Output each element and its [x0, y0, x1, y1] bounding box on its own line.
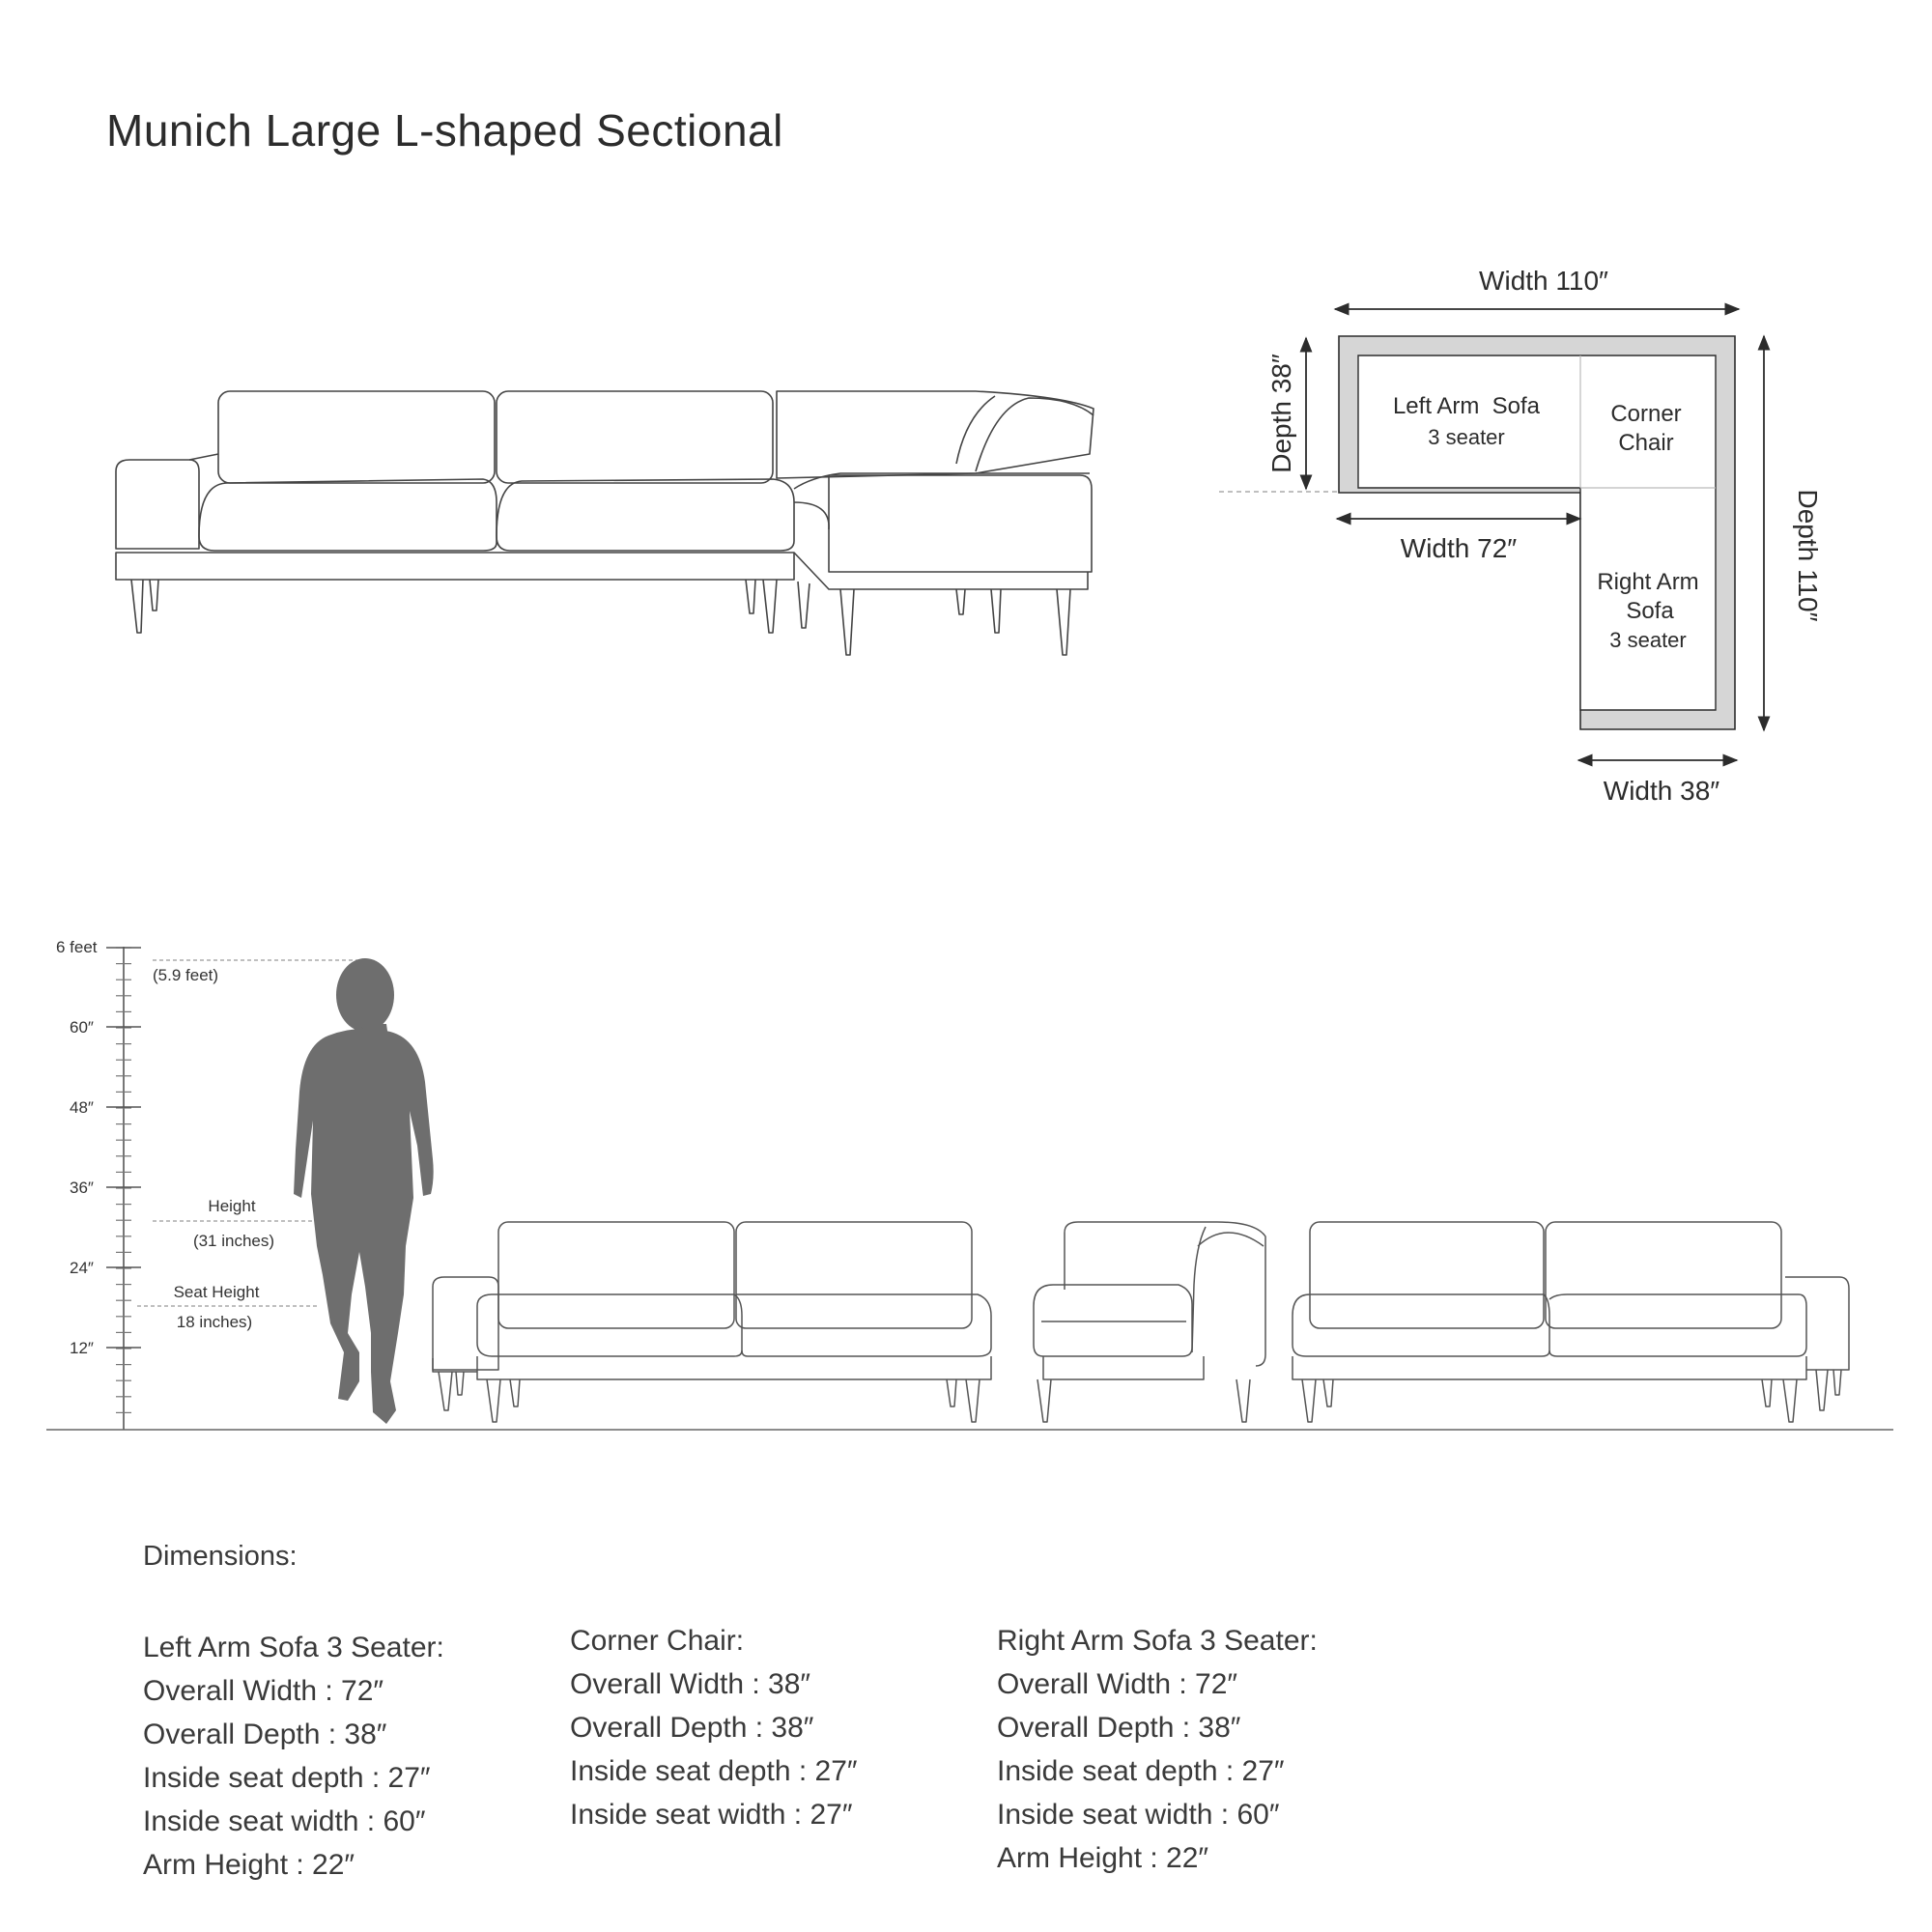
spec-line: Overall Width : 72″	[997, 1668, 1238, 1700]
sofa-leg	[798, 582, 810, 628]
plan-right-arm-sofa-line2: Sofa	[1626, 598, 1674, 624]
plan-depth-right-label: Depth 110″	[1793, 489, 1823, 622]
spec-title: Left Arm Sofa 3 Seater:	[143, 1632, 444, 1663]
spec-line: Overall Width : 38″	[570, 1668, 811, 1700]
sofa-leg	[1057, 589, 1070, 655]
corner-chair-elevation	[1034, 1222, 1265, 1422]
scale-tick-label: 6 feet	[56, 938, 98, 956]
sofa-height-label: Height	[208, 1197, 256, 1215]
spec-line: Arm Height : 22″	[997, 1842, 1209, 1874]
sofa-leg	[1816, 1370, 1828, 1410]
sofa-leg	[150, 580, 158, 611]
spec-line: Overall Depth : 38″	[143, 1719, 387, 1750]
sofa-leg	[1762, 1379, 1772, 1406]
left-arm-sofa-specs	[143, 1626, 444, 1887]
left-arm	[116, 460, 199, 549]
back-cushion	[497, 391, 773, 483]
sofa-leg	[1302, 1379, 1316, 1422]
person-silhouette	[294, 958, 434, 1424]
scale-tick-label: 48″	[70, 1098, 94, 1117]
spec-line: Inside seat width : 60″	[997, 1799, 1280, 1831]
seat-cushion	[497, 479, 794, 551]
spec-line: Inside seat depth : 27″	[570, 1755, 858, 1787]
back-cushion	[777, 391, 1094, 478]
sofa-leg	[966, 1379, 980, 1422]
plan-width-middle-label: Width 72″	[1400, 533, 1518, 563]
spec-title: Corner Chair:	[570, 1625, 745, 1657]
seat-height-value: 18 inches)	[176, 1313, 253, 1331]
right-arm-side	[829, 475, 1092, 572]
corner-chair-specs	[570, 1619, 858, 1836]
sofa-leg	[1037, 1379, 1051, 1422]
left-arm-sofa-elevation	[433, 1222, 991, 1422]
sofa-leg	[131, 580, 143, 633]
front-elevation	[433, 1222, 1849, 1422]
sofa-base	[116, 553, 794, 580]
plan-left-arm-sofa-line1: Left Arm Sofa	[1392, 393, 1541, 419]
sofa-leg	[1783, 1379, 1797, 1422]
page-title: Munich Large L-shaped Sectional	[106, 105, 783, 156]
scale-tick-label: 12″	[70, 1339, 94, 1357]
plan-left-arm-sofa-line2: 3 seater	[1428, 425, 1505, 449]
spec-line: Overall Depth : 38″	[570, 1712, 814, 1744]
plan-width-bottom-label: Width 38″	[1603, 776, 1720, 806]
plan-width-top-label: Width 110″	[1479, 266, 1608, 296]
seat-cushion	[199, 479, 497, 551]
person-height-label: (5.9 feet)	[153, 966, 219, 984]
sofa-leg	[947, 1379, 956, 1406]
scale-tick-label: 36″	[70, 1179, 94, 1197]
spec-line: Inside seat width : 60″	[143, 1805, 426, 1837]
scale-tick-label: 24″	[70, 1259, 94, 1277]
plan-corner-chair-line1: Corner	[1610, 401, 1682, 427]
scale-tick-label: 60″	[70, 1018, 94, 1037]
sofa-height-value: (31 inches)	[192, 1232, 275, 1250]
plan-right-arm-sofa-line3: 3 seater	[1609, 628, 1687, 652]
plan-corner-chair-line2: Chair	[1618, 430, 1674, 456]
spec-line: Inside seat width : 27″	[570, 1799, 853, 1831]
floor-plan	[1219, 266, 1823, 806]
spec-line: Overall Depth : 38″	[997, 1712, 1241, 1744]
sofa-leg	[439, 1372, 452, 1410]
sofa-leg	[456, 1372, 464, 1395]
sofa-leg	[1833, 1370, 1841, 1395]
spec-line: Inside seat depth : 27″	[143, 1762, 431, 1794]
sofa-leg	[840, 589, 854, 655]
sofa-leg	[746, 580, 755, 613]
plan-depth-left-label: Depth 38″	[1266, 354, 1296, 473]
right-arm-sofa-specs	[997, 1619, 1318, 1880]
sectional-perspective-drawing	[116, 391, 1094, 655]
spec-line: Arm Height : 22″	[143, 1849, 355, 1881]
sofa-leg	[763, 580, 777, 633]
sofa-leg	[510, 1379, 520, 1406]
plan-right-arm-sofa-line1: Right Arm	[1597, 569, 1699, 595]
sofa-leg	[991, 589, 1001, 633]
spec-line: Overall Width : 72″	[143, 1675, 384, 1707]
back-cushion	[218, 391, 495, 483]
dimensions-heading: Dimensions:	[143, 1541, 298, 1572]
sofa-leg	[1236, 1379, 1250, 1422]
spec-title: Right Arm Sofa 3 Seater:	[997, 1625, 1318, 1657]
sofa-leg	[1323, 1379, 1333, 1406]
spec-line: Inside seat depth : 27″	[997, 1755, 1285, 1787]
right-arm-sofa-elevation	[1293, 1222, 1849, 1422]
sofa-leg	[956, 589, 965, 614]
seat-height-label: Seat Height	[173, 1283, 260, 1301]
sofa-leg	[487, 1379, 500, 1422]
